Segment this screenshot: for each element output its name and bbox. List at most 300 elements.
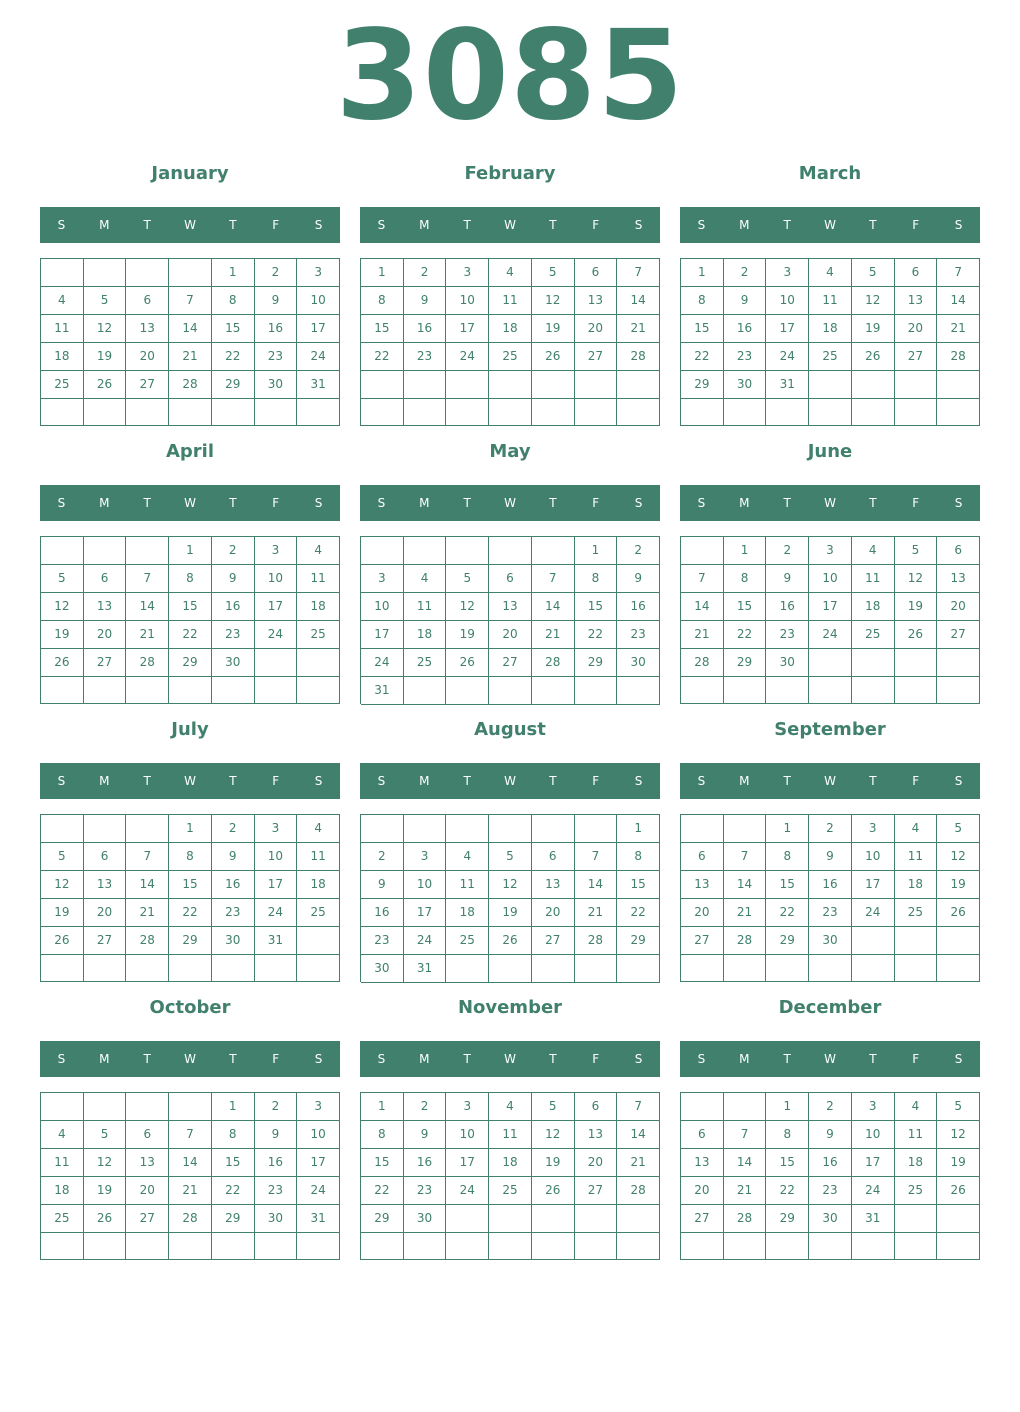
weekday-label: S: [377, 774, 386, 788]
day-cell: 6: [532, 843, 575, 871]
day-cell: [489, 399, 532, 427]
day-cell: [489, 815, 532, 843]
day-cell: 18: [446, 899, 489, 927]
day-cell: 6: [937, 537, 980, 565]
day-cell: [446, 1233, 489, 1260]
day-cell: 3: [255, 537, 298, 565]
day-cell: 3: [809, 537, 852, 565]
day-cell: [681, 1233, 724, 1260]
day-cell: 22: [169, 621, 212, 649]
day-cell: [446, 815, 489, 843]
day-cell: 28: [169, 371, 212, 399]
day-cell: [937, 1233, 980, 1260]
day-cell: [212, 399, 255, 426]
weekday-label: T: [229, 218, 237, 232]
day-cell: 16: [255, 1149, 298, 1177]
day-cell: 21: [724, 899, 767, 927]
day-cell: [446, 399, 489, 427]
day-cell: 16: [766, 593, 809, 621]
day-cell: [617, 371, 660, 399]
day-cell: 25: [809, 343, 852, 371]
day-grid: [360, 814, 660, 982]
day-cell: 17: [446, 1149, 489, 1177]
day-cell: 2: [212, 815, 255, 843]
day-cell: 5: [852, 259, 895, 287]
day-cell: 23: [809, 1177, 852, 1205]
day-cell: [895, 649, 938, 677]
day-cell: 11: [895, 843, 938, 871]
day-cell: [575, 1205, 618, 1233]
day-cell: [489, 677, 532, 705]
weekday-header: [40, 763, 340, 799]
day-cell: 29: [169, 927, 212, 955]
day-cell: 5: [41, 565, 84, 593]
day-cell: 11: [297, 843, 340, 871]
day-cell: [937, 677, 980, 704]
day-cell: 30: [212, 649, 255, 677]
day-cell: 26: [489, 927, 532, 955]
weekday-label: S: [697, 1052, 706, 1066]
day-cell: 4: [489, 1093, 532, 1121]
day-cell: 26: [532, 343, 575, 371]
day-cell: 5: [532, 259, 575, 287]
day-cell: 31: [852, 1205, 895, 1233]
day-cell: 18: [404, 621, 447, 649]
day-cell: 7: [681, 565, 724, 593]
day-cell: 12: [937, 1121, 980, 1149]
day-cell: 23: [404, 343, 447, 371]
day-cell: 30: [212, 927, 255, 955]
day-cell: 7: [575, 843, 618, 871]
day-cell: 14: [617, 1121, 660, 1149]
weekday-header: [40, 1041, 340, 1077]
day-cell: 24: [852, 899, 895, 927]
day-cell: [809, 371, 852, 399]
day-cell: 8: [724, 565, 767, 593]
day-cell: 24: [297, 343, 340, 371]
day-cell: [446, 955, 489, 983]
day-cell: 26: [446, 649, 489, 677]
day-cell: 27: [84, 927, 127, 955]
day-cell: 16: [404, 1149, 447, 1177]
day-cell: 26: [84, 371, 127, 399]
weekday-label: W: [824, 1052, 836, 1066]
day-cell: 24: [809, 621, 852, 649]
day-cell: 15: [681, 315, 724, 343]
day-cell: 8: [575, 565, 618, 593]
day-cell: 20: [532, 899, 575, 927]
day-cell: 2: [255, 259, 298, 287]
day-cell: 4: [489, 259, 532, 287]
day-cell: [84, 537, 127, 565]
day-cell: 20: [575, 315, 618, 343]
weekday-label: W: [504, 218, 516, 232]
weekday-header: [40, 485, 340, 521]
day-cell: [937, 399, 980, 426]
weekday-label: W: [824, 774, 836, 788]
weekday-label: T: [463, 496, 471, 510]
day-cell: 22: [212, 343, 255, 371]
day-cell: [297, 677, 340, 704]
month-name: January: [151, 163, 229, 184]
day-cell: 24: [297, 1177, 340, 1205]
day-cell: 25: [41, 1205, 84, 1233]
day-cell: 30: [724, 371, 767, 399]
day-cell: 22: [361, 343, 404, 371]
day-cell: 10: [255, 843, 298, 871]
day-cell: 20: [84, 899, 127, 927]
day-cell: 25: [895, 899, 938, 927]
day-cell: 29: [766, 1205, 809, 1233]
day-cell: 29: [681, 371, 724, 399]
day-cell: 14: [724, 871, 767, 899]
day-cell: [724, 815, 767, 843]
day-cell: [361, 537, 404, 565]
weekday-label: F: [272, 774, 280, 788]
day-cell: 9: [404, 1121, 447, 1149]
day-cell: [489, 1205, 532, 1233]
day-cell: 3: [297, 259, 340, 287]
day-cell: 22: [766, 899, 809, 927]
weekday-label: S: [314, 218, 323, 232]
day-cell: 2: [766, 537, 809, 565]
day-cell: 10: [297, 1121, 340, 1149]
day-cell: 15: [169, 593, 212, 621]
day-cell: [681, 677, 724, 704]
day-cell: 8: [766, 1121, 809, 1149]
day-cell: 1: [724, 537, 767, 565]
day-cell: [169, 1233, 212, 1260]
day-cell: 18: [297, 871, 340, 899]
day-cell: [575, 371, 618, 399]
day-cell: 10: [809, 565, 852, 593]
day-cell: 15: [361, 1149, 404, 1177]
day-cell: 5: [895, 537, 938, 565]
day-cell: 18: [41, 343, 84, 371]
day-cell: 20: [126, 343, 169, 371]
day-cell: [84, 677, 127, 704]
day-cell: [532, 955, 575, 983]
weekday-label: T: [549, 1052, 557, 1066]
day-cell: 2: [212, 537, 255, 565]
weekday-label: W: [824, 496, 836, 510]
day-cell: [532, 815, 575, 843]
day-cell: [126, 955, 169, 982]
day-cell: [169, 677, 212, 704]
day-cell: 17: [404, 899, 447, 927]
weekday-label: F: [592, 496, 600, 510]
weekday-label: M: [739, 774, 750, 788]
day-cell: 7: [169, 287, 212, 315]
weekday-label: S: [634, 218, 643, 232]
day-cell: 3: [404, 843, 447, 871]
weekday-label: S: [954, 1052, 963, 1066]
day-cell: 27: [575, 1177, 618, 1205]
day-cell: 20: [681, 899, 724, 927]
day-cell: 28: [617, 343, 660, 371]
day-cell: [255, 955, 298, 982]
day-cell: [766, 399, 809, 426]
day-cell: 3: [852, 815, 895, 843]
day-cell: 12: [532, 287, 575, 315]
day-cell: [937, 649, 980, 677]
weekday-label: T: [783, 496, 791, 510]
day-cell: [126, 815, 169, 843]
day-cell: 28: [617, 1177, 660, 1205]
weekday-label: T: [229, 774, 237, 788]
day-cell: 9: [617, 565, 660, 593]
day-cell: 22: [724, 621, 767, 649]
day-cell: 2: [809, 815, 852, 843]
weekday-label: T: [143, 218, 151, 232]
day-cell: [532, 1205, 575, 1233]
day-cell: 18: [297, 593, 340, 621]
day-cell: [126, 399, 169, 426]
weekday-label: S: [57, 218, 66, 232]
day-cell: [937, 371, 980, 399]
weekday-label: S: [377, 1052, 386, 1066]
day-cell: 13: [532, 871, 575, 899]
day-cell: 28: [532, 649, 575, 677]
day-cell: 24: [255, 621, 298, 649]
weekday-label: S: [377, 218, 386, 232]
weekday-label: T: [549, 496, 557, 510]
day-cell: 27: [895, 343, 938, 371]
day-cell: [809, 677, 852, 704]
day-cell: [84, 399, 127, 426]
day-cell: [852, 371, 895, 399]
month-name: December: [778, 997, 882, 1018]
weekday-label: F: [592, 774, 600, 788]
day-cell: 13: [575, 1121, 618, 1149]
day-cell: 29: [212, 1205, 255, 1233]
day-cell: 17: [852, 1149, 895, 1177]
day-cell: 14: [575, 871, 618, 899]
day-cell: 18: [41, 1177, 84, 1205]
day-cell: 17: [809, 593, 852, 621]
weekday-header: [680, 763, 980, 799]
day-cell: 17: [297, 315, 340, 343]
day-cell: 11: [404, 593, 447, 621]
day-grid: [40, 258, 340, 426]
month-name: March: [798, 163, 862, 184]
day-cell: [169, 955, 212, 982]
day-cell: 4: [41, 1121, 84, 1149]
day-cell: 19: [446, 621, 489, 649]
day-cell: 11: [446, 871, 489, 899]
weekday-header: [360, 763, 660, 799]
day-cell: 28: [169, 1205, 212, 1233]
weekday-label: S: [57, 1052, 66, 1066]
weekday-label: M: [739, 496, 750, 510]
weekday-label: M: [419, 496, 430, 510]
day-cell: 23: [404, 1177, 447, 1205]
day-cell: 14: [126, 593, 169, 621]
day-cell: [361, 1233, 404, 1260]
day-cell: [255, 399, 298, 426]
day-cell: 9: [724, 287, 767, 315]
day-cell: 17: [361, 621, 404, 649]
day-cell: 14: [617, 287, 660, 315]
day-cell: 20: [937, 593, 980, 621]
day-cell: 7: [937, 259, 980, 287]
weekday-header: [360, 207, 660, 243]
day-cell: 15: [766, 871, 809, 899]
day-cell: 15: [575, 593, 618, 621]
day-cell: [126, 259, 169, 287]
day-cell: [575, 399, 618, 427]
day-cell: 1: [766, 1093, 809, 1121]
day-cell: 27: [126, 1205, 169, 1233]
day-cell: 13: [937, 565, 980, 593]
weekday-label: T: [463, 774, 471, 788]
day-cell: 2: [255, 1093, 298, 1121]
day-cell: 8: [681, 287, 724, 315]
weekday-label: S: [697, 774, 706, 788]
day-cell: [84, 1233, 127, 1260]
weekday-label: M: [99, 1052, 110, 1066]
day-cell: 30: [361, 955, 404, 983]
day-cell: [895, 955, 938, 982]
day-cell: 21: [681, 621, 724, 649]
day-cell: 5: [532, 1093, 575, 1121]
day-cell: 5: [937, 815, 980, 843]
day-cell: 15: [617, 871, 660, 899]
day-grid: [680, 1092, 980, 1260]
day-cell: 19: [852, 315, 895, 343]
day-cell: 30: [255, 1205, 298, 1233]
day-cell: [895, 399, 938, 426]
day-cell: 12: [532, 1121, 575, 1149]
day-cell: [852, 677, 895, 704]
day-cell: 4: [41, 287, 84, 315]
day-cell: 3: [361, 565, 404, 593]
day-cell: 9: [809, 843, 852, 871]
day-cell: 29: [212, 371, 255, 399]
day-cell: 2: [617, 537, 660, 565]
day-cell: 12: [489, 871, 532, 899]
day-cell: 4: [297, 815, 340, 843]
day-cell: 31: [297, 371, 340, 399]
day-cell: 30: [617, 649, 660, 677]
day-cell: 15: [361, 315, 404, 343]
weekday-label: F: [272, 218, 280, 232]
day-cell: 16: [212, 593, 255, 621]
day-cell: 30: [255, 371, 298, 399]
day-cell: [297, 927, 340, 955]
day-cell: 22: [169, 899, 212, 927]
day-cell: 7: [532, 565, 575, 593]
day-cell: 29: [361, 1205, 404, 1233]
day-cell: [169, 1093, 212, 1121]
weekday-label: T: [869, 496, 877, 510]
day-cell: 26: [532, 1177, 575, 1205]
month-name: February: [464, 163, 556, 184]
month-name: May: [489, 441, 531, 462]
day-cell: [41, 1233, 84, 1260]
day-cell: 30: [766, 649, 809, 677]
weekday-label: T: [463, 1052, 471, 1066]
day-cell: 31: [766, 371, 809, 399]
day-cell: 18: [489, 315, 532, 343]
day-cell: 8: [169, 843, 212, 871]
day-cell: [404, 677, 447, 705]
day-cell: [446, 371, 489, 399]
day-cell: [41, 259, 84, 287]
day-cell: 20: [126, 1177, 169, 1205]
day-cell: 19: [84, 343, 127, 371]
day-cell: 27: [126, 371, 169, 399]
day-cell: [895, 371, 938, 399]
day-cell: 21: [169, 1177, 212, 1205]
weekday-label: S: [954, 218, 963, 232]
weekday-label: T: [229, 496, 237, 510]
weekday-label: F: [912, 218, 920, 232]
day-cell: [84, 259, 127, 287]
day-cell: 2: [404, 1093, 447, 1121]
month-name: November: [457, 997, 563, 1018]
day-cell: 25: [852, 621, 895, 649]
weekday-label: W: [184, 496, 196, 510]
day-cell: [724, 1093, 767, 1121]
day-cell: 17: [446, 315, 489, 343]
day-cell: 4: [809, 259, 852, 287]
weekday-label: T: [869, 1052, 877, 1066]
day-cell: [766, 677, 809, 704]
day-cell: 31: [404, 955, 447, 983]
day-cell: 16: [404, 315, 447, 343]
day-cell: 19: [937, 871, 980, 899]
day-cell: 20: [895, 315, 938, 343]
day-cell: [404, 815, 447, 843]
day-cell: 22: [617, 899, 660, 927]
day-cell: 11: [297, 565, 340, 593]
weekday-label: M: [739, 1052, 750, 1066]
day-cell: 6: [575, 259, 618, 287]
day-cell: 18: [852, 593, 895, 621]
weekday-label: W: [504, 496, 516, 510]
day-cell: [489, 371, 532, 399]
weekday-label: S: [314, 496, 323, 510]
day-cell: [212, 677, 255, 704]
day-cell: 11: [809, 287, 852, 315]
day-cell: [575, 815, 618, 843]
weekday-label: T: [143, 774, 151, 788]
month-name: October: [149, 997, 231, 1018]
weekday-label: M: [419, 1052, 430, 1066]
weekday-label: T: [869, 774, 877, 788]
day-cell: 10: [404, 871, 447, 899]
day-cell: 4: [852, 537, 895, 565]
day-cell: 21: [937, 315, 980, 343]
day-cell: 29: [169, 649, 212, 677]
day-cell: 15: [724, 593, 767, 621]
day-cell: 4: [446, 843, 489, 871]
day-cell: 19: [532, 1149, 575, 1177]
day-cell: [41, 955, 84, 982]
day-cell: [724, 399, 767, 426]
weekday-label: T: [783, 1052, 791, 1066]
day-cell: 29: [724, 649, 767, 677]
day-cell: 14: [169, 1149, 212, 1177]
day-cell: 6: [126, 1121, 169, 1149]
day-cell: 3: [766, 259, 809, 287]
day-cell: 20: [575, 1149, 618, 1177]
day-cell: 30: [809, 1205, 852, 1233]
day-cell: 26: [84, 1205, 127, 1233]
day-cell: 28: [126, 927, 169, 955]
day-cell: [809, 399, 852, 426]
